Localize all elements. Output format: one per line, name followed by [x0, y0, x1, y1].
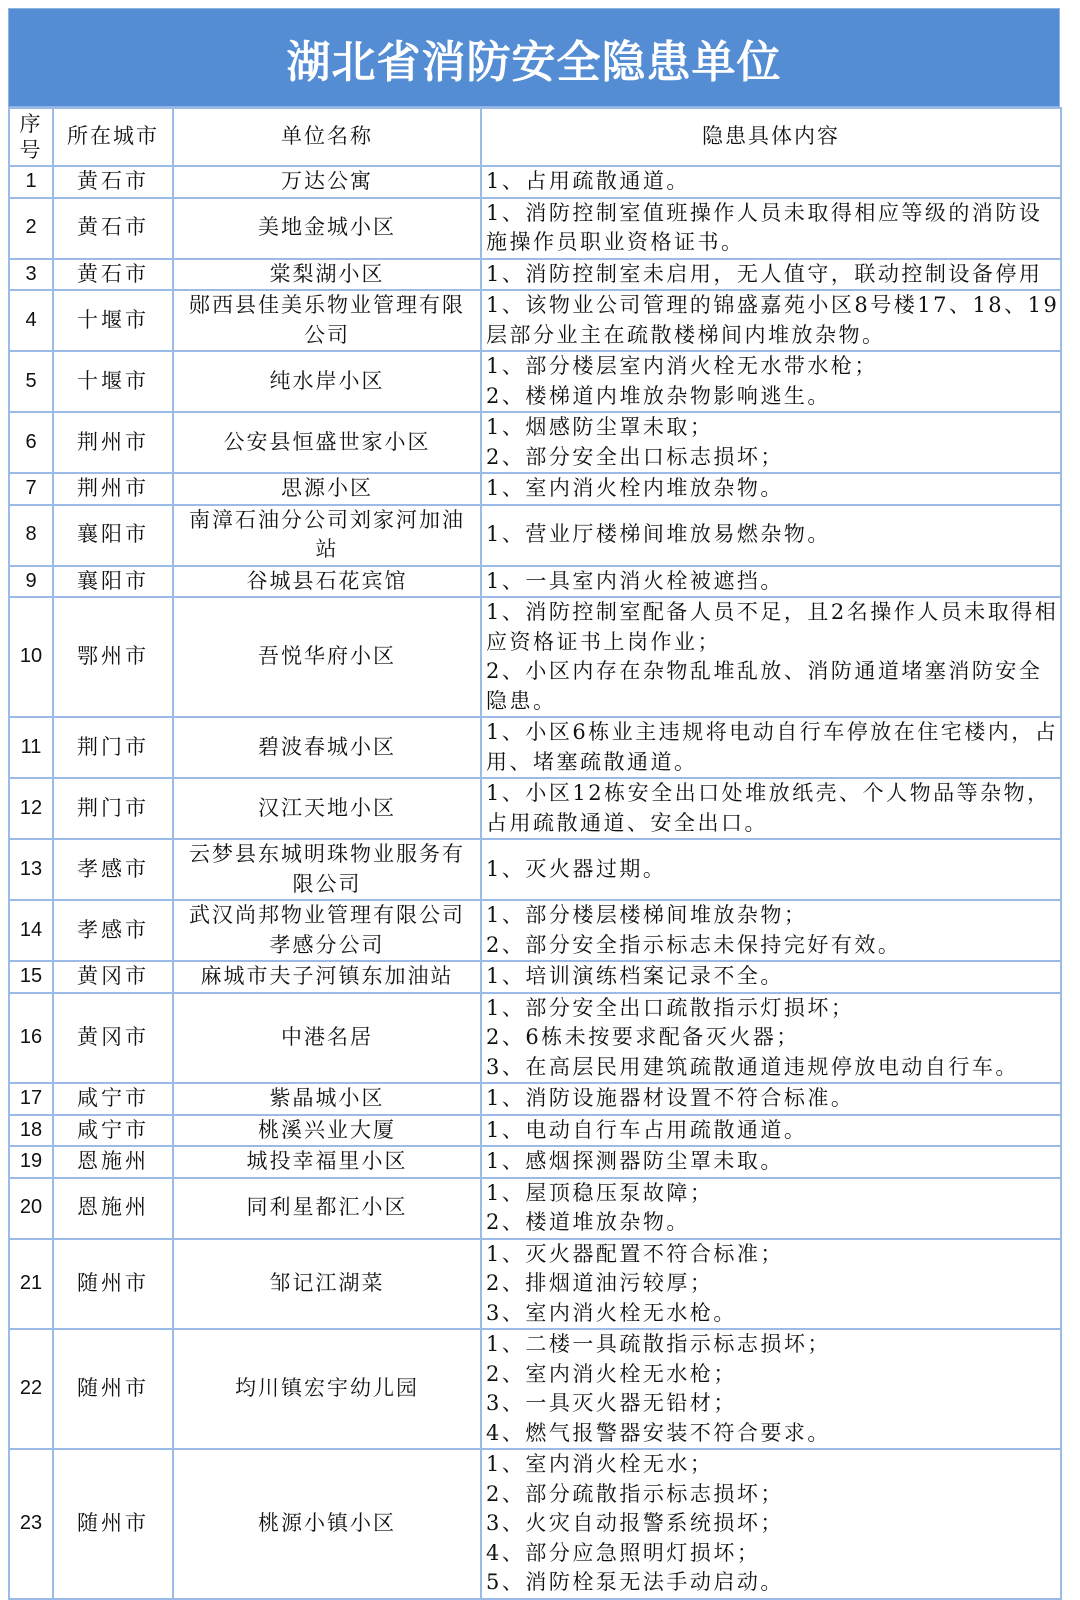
issue-item: 1、营业厅楼梯间堆放易燃杂物。	[486, 522, 831, 547]
row-index: 7	[9, 473, 53, 505]
column-header-index: 序号	[9, 108, 53, 166]
issue-item: 1、消防控制室配备人员不足，且2名操作人员未取得相应资格证书上岗作业；	[486, 600, 1059, 654]
row-city: 黄石市	[53, 166, 173, 198]
issue-item: 1、该物业公司管理的锦盛嘉苑小区8号楼17、18、19层部分业主在疏散楼梯间内堆放杂物。	[486, 293, 1060, 347]
table-row	[9, 505, 1061, 566]
table-row	[9, 1329, 1061, 1449]
issue-item: 1、电动自行车占用疏散通道。	[486, 1117, 808, 1142]
table-row	[9, 597, 1061, 717]
row-issues	[481, 1178, 1061, 1239]
row-index: 13	[9, 839, 53, 900]
issue-item: 1、培训演练档案记录不全。	[486, 964, 784, 988]
column-header-issue: 隐患具体内容	[481, 108, 1061, 166]
row-issues	[481, 259, 1061, 291]
row-issues	[481, 993, 1061, 1084]
row-city: 十堰市	[53, 290, 173, 351]
row-unit-name: 思源小区	[173, 473, 481, 505]
row-index: 12	[9, 778, 53, 839]
row-unit-name: 汉江天地小区	[173, 778, 481, 839]
row-issues	[481, 1083, 1061, 1115]
table-row	[9, 1178, 1061, 1239]
row-index: 10	[9, 597, 53, 717]
row-city: 黄石市	[53, 198, 173, 259]
issue-item: 4、部分应急照明灯损坏；	[486, 1540, 761, 1565]
row-city: 随州市	[53, 1329, 173, 1449]
issue-item: 2、排烟道油污较厚；	[486, 1271, 714, 1295]
row-unit-name: 同利星都汇小区	[173, 1178, 481, 1239]
row-index: 16	[9, 993, 53, 1084]
row-issues	[481, 198, 1061, 259]
row-city: 荆门市	[53, 717, 173, 778]
issue-item: 1、屋顶稳压泵故障；	[486, 1180, 714, 1205]
issue-item: 3、火灾自动报警系统损坏；	[486, 1511, 784, 1535]
issue-item: 4、燃气报警器安装不符合要求。	[486, 1420, 831, 1445]
table-row	[9, 900, 1061, 961]
issue-item: 1、小区6栋业主违规将电动自行车停放在住宅楼内，占用、堵塞疏散通道。	[486, 720, 1059, 774]
row-city: 十堰市	[53, 351, 173, 412]
table-row	[9, 1239, 1061, 1330]
row-unit-name: 城投幸福里小区	[173, 1146, 481, 1178]
issue-item: 3、一具灭火器无铅材；	[486, 1391, 737, 1415]
row-index: 23	[9, 1449, 53, 1599]
row-index: 22	[9, 1329, 53, 1449]
table-row	[9, 1115, 1061, 1147]
page-title: 湖北省消防安全隐患单位	[286, 36, 782, 88]
issue-item: 2、室内消火栓无水枪；	[486, 1361, 737, 1386]
row-issues	[481, 900, 1061, 961]
row-city: 孝感市	[53, 839, 173, 900]
row-city: 咸宁市	[53, 1115, 173, 1147]
row-unit-name: 谷城县石花宾馆	[173, 566, 481, 598]
row-issues	[481, 961, 1061, 993]
table-row	[9, 961, 1061, 993]
row-city: 襄阳市	[53, 566, 173, 598]
title-banner	[8, 8, 1060, 107]
row-index: 2	[9, 198, 53, 259]
row-index: 19	[9, 1146, 53, 1178]
row-index: 18	[9, 1115, 53, 1147]
row-unit-name: 邹记江湖菜	[173, 1239, 481, 1330]
row-issues	[481, 351, 1061, 412]
issue-item: 1、感烟探测器防尘罩未取。	[486, 1149, 784, 1173]
row-index: 20	[9, 1178, 53, 1239]
row-city: 鄂州市	[53, 597, 173, 717]
row-index: 14	[9, 900, 53, 961]
column-header-city: 所在城市	[53, 108, 173, 166]
row-issues	[481, 839, 1061, 900]
row-issues	[481, 717, 1061, 778]
table-row	[9, 473, 1061, 505]
row-unit-name: 中港名居	[173, 993, 481, 1084]
issue-item: 3、室内消火栓无水枪。	[486, 1300, 737, 1325]
table-row	[9, 839, 1061, 900]
row-index: 1	[9, 166, 53, 198]
row-city: 襄阳市	[53, 505, 173, 566]
row-issues	[481, 166, 1061, 198]
row-unit-name: 吾悦华府小区	[173, 597, 481, 717]
row-unit-name: 美地金城小区	[173, 198, 481, 259]
row-unit-name: 桃溪兴业大厦	[173, 1115, 481, 1147]
table-row	[9, 1083, 1061, 1115]
row-unit-name: 云梦县东城明珠物业服务有限公司	[173, 839, 481, 900]
table-row	[9, 993, 1061, 1084]
row-city: 随州市	[53, 1449, 173, 1599]
row-unit-name: 碧波春城小区	[173, 717, 481, 778]
row-issues	[481, 1115, 1061, 1147]
table-row	[9, 351, 1061, 412]
issue-item: 2、部分疏散指示标志损坏；	[486, 1481, 784, 1506]
row-unit-name: 棠梨湖小区	[173, 259, 481, 291]
row-city: 恩施州	[53, 1146, 173, 1178]
row-unit-name: 武汉尚邦物业管理有限公司孝感分公司	[173, 900, 481, 961]
table-row	[9, 166, 1061, 198]
row-city: 黄冈市	[53, 961, 173, 993]
table-row	[9, 412, 1061, 473]
issue-item: 1、部分楼层室内消火栓无水带水枪；	[486, 354, 878, 378]
row-city: 黄石市	[53, 259, 173, 291]
row-issues	[481, 1449, 1061, 1599]
row-issues	[481, 412, 1061, 473]
row-index: 21	[9, 1239, 53, 1330]
table-row	[9, 566, 1061, 598]
row-city: 荆州市	[53, 473, 173, 505]
issue-item: 1、消防设施器材设置不符合标准。	[486, 1086, 855, 1110]
row-issues	[481, 473, 1061, 505]
issue-item: 1、烟感防尘罩未取；	[486, 415, 714, 439]
issue-item: 1、灭火器配置不符合标准；	[486, 1241, 784, 1266]
row-unit-name: 紫晶城小区	[173, 1083, 481, 1115]
row-unit-name: 均川镇宏宇幼儿园	[173, 1329, 481, 1449]
table-row	[9, 1146, 1061, 1178]
row-unit-name: 郧西县佳美乐物业管理有限公司	[173, 290, 481, 351]
issue-item: 1、占用疏散通道。	[486, 169, 690, 193]
issue-item: 2、小区内存在杂物乱堆乱放、消防通道堵塞消防安全隐患。	[486, 659, 1043, 713]
issue-item: 1、灭火器过期。	[486, 856, 667, 881]
row-city: 孝感市	[53, 900, 173, 961]
issue-item: 1、室内消火栓内堆放杂物。	[486, 476, 784, 500]
issue-item: 1、部分楼层楼梯间堆放杂物；	[486, 903, 808, 927]
table-row	[9, 198, 1061, 259]
row-issues	[481, 290, 1061, 351]
row-index: 17	[9, 1083, 53, 1115]
row-issues	[481, 1329, 1061, 1449]
row-city: 咸宁市	[53, 1083, 173, 1115]
issue-item: 1、部分安全出口疏散指示灯损坏；	[486, 995, 855, 1020]
row-index: 6	[9, 412, 53, 473]
row-unit-name: 桃源小镇小区	[173, 1449, 481, 1599]
row-issues	[481, 505, 1061, 566]
row-unit-name: 纯水岸小区	[173, 351, 481, 412]
table-header-row	[9, 108, 1061, 166]
row-index: 5	[9, 351, 53, 412]
issue-item: 1、消防控制室值班操作人员未取得相应等级的消防设施操作员职业资格证书。	[486, 200, 1043, 254]
row-city: 荆门市	[53, 778, 173, 839]
row-issues	[481, 566, 1061, 598]
row-city: 荆州市	[53, 412, 173, 473]
row-index: 9	[9, 566, 53, 598]
issue-item: 1、室内消火栓无水；	[486, 1452, 714, 1476]
row-unit-name: 万达公寓	[173, 166, 481, 198]
issue-item: 2、部分安全指示标志未保持完好有效。	[486, 932, 902, 957]
column-header-unit: 单位名称	[173, 108, 481, 166]
row-issues	[481, 778, 1061, 839]
table-row	[9, 717, 1061, 778]
row-city: 黄冈市	[53, 993, 173, 1084]
issue-item: 1、二楼一具疏散指示标志损坏；	[486, 1332, 831, 1356]
row-issues	[481, 1239, 1061, 1330]
issue-item: 1、一具室内消火栓被遮挡。	[486, 568, 784, 593]
row-unit-name: 麻城市夫子河镇东加油站	[173, 961, 481, 993]
issue-item: 3、在高层民用建筑疏散通道违规停放电动自行车。	[486, 1054, 1019, 1079]
row-index: 3	[9, 259, 53, 291]
hazard-table-sheet	[8, 8, 1060, 1600]
issue-item: 2、楼道堆放杂物。	[486, 1210, 690, 1234]
table-row	[9, 290, 1061, 351]
issue-item: 1、小区12栋安全出口处堆放纸壳、个人物品等杂物，占用疏散通道、安全出口。	[486, 781, 1051, 835]
issue-item: 2、6栋未按要求配备灭火器；	[486, 1025, 800, 1049]
row-issues	[481, 1146, 1061, 1178]
table-row	[9, 1449, 1061, 1599]
row-unit-name: 南漳石油分公司刘家河加油站	[173, 505, 481, 566]
row-index: 8	[9, 505, 53, 566]
row-index: 11	[9, 717, 53, 778]
table-row	[9, 259, 1061, 291]
row-city: 随州市	[53, 1239, 173, 1330]
table-body	[9, 166, 1061, 1599]
row-index: 4	[9, 290, 53, 351]
issue-item: 1、消防控制室未启用，无人值守，联动控制设备停用	[486, 261, 1043, 286]
issue-item: 2、部分安全出口标志损坏；	[486, 444, 784, 469]
row-city: 恩施州	[53, 1178, 173, 1239]
table-row	[9, 778, 1061, 839]
issue-item: 2、楼梯道内堆放杂物影响逃生。	[486, 383, 831, 408]
row-unit-name: 公安县恒盛世家小区	[173, 412, 481, 473]
row-index: 15	[9, 961, 53, 993]
row-issues	[481, 597, 1061, 717]
hazard-table	[8, 107, 1062, 1600]
issue-item: 5、消防栓泵无法手动启动。	[486, 1570, 784, 1594]
